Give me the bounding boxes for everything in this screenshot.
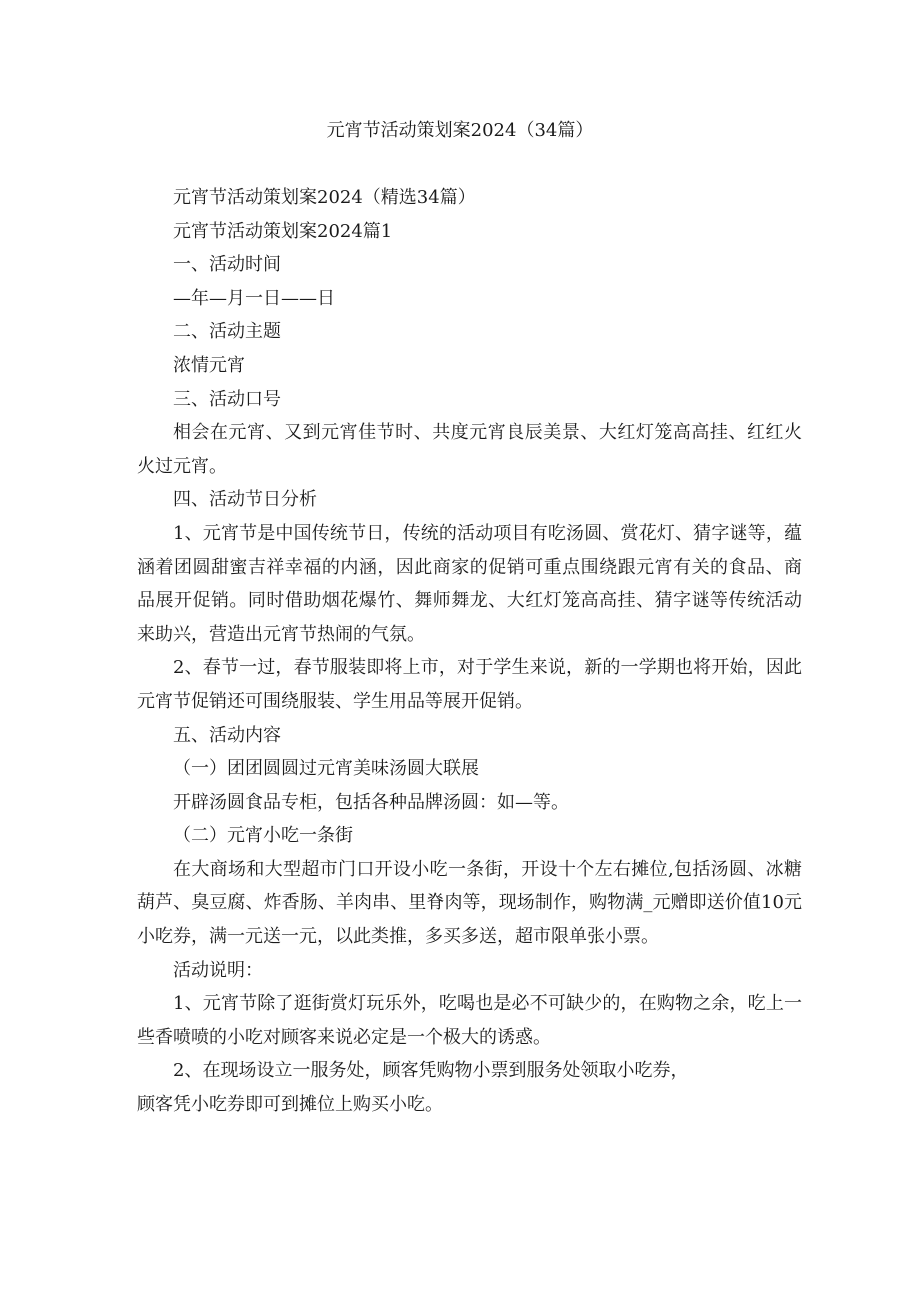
paragraph-notes-2: 2、在现场设立一服务处，顾客凭购物小票到服务处领取小吃券， <box>173 1060 689 1082</box>
heading-activity-notes: 活动说明： <box>173 959 263 981</box>
paragraph-notes-2-continued: 顾客凭小吃券即可到摊位上购买小吃。 <box>137 1094 443 1116</box>
heading-activity-time: 一、活动时间 <box>173 254 281 276</box>
paragraph-activity-slogan: 相会在元宵、又到元宵佳节时、共度元宵良辰美景、大红灯笼高高挂、红红火火过元宵。 <box>137 422 802 477</box>
paragraph-analysis-2: 2、春节一过，春节服装即将上市，对于学生来说，新的一学期也将开始，因此元宵节促销还可围绕服装、学生用品等展开促销。 <box>137 657 802 712</box>
paragraph-content-2: 在大商场和大型超市门口开设小吃一条街，开设十个左右摊位,包括汤圆、冰糖葫芦、臭豆腐、炸香肠、羊肉串、里脊肉等，现场制作，购物满_元赠即送价值10元小吃券，满一元送一元，以此类推，多买多送，超市限单张小票。 <box>137 858 802 948</box>
paragraph-activity-theme: 浓情元宵 <box>173 354 245 376</box>
heading-content-2: （二）元宵小吃一条街 <box>173 825 353 847</box>
heading-festival-analysis: 四、活动节日分析 <box>173 489 317 511</box>
paragraph-notes-1: 1、元宵节除了逛街赏灯玩乐外，吃喝也是必不可缺少的，在购物之余，吃上一些香喷喷的小吃对顾客来说必定是一个极大的诱惑。 <box>137 993 802 1048</box>
paragraph-analysis-1: 1、元宵节是中国传统节日，传统的活动项目有吃汤圆、赏花灯、猜字谜等，蕴涵着团圆甜蜜吉祥幸福的内涵，因此商家的促销可重点围绕跟元宵有关的食品、商品展开促销。同时借助烟花爆竹、舞师舞龙、大红灯笼高高挂、猜字谜等传统活动来助兴，营造出元宵节热闹的气氛。 <box>137 522 802 645</box>
heading-activity-theme: 二、活动主题 <box>173 321 281 343</box>
document-title: 元宵节活动策划案2024（34篇） <box>326 120 594 141</box>
heading-content-1: （一）团团圆圆过元宵美味汤圆大联展 <box>173 758 479 780</box>
paragraph-subtitle: 元宵节活动策划案2024（精选34篇） <box>173 187 476 208</box>
paragraph-section-heading: 元宵节活动策划案2024篇1 <box>173 220 393 242</box>
heading-activity-slogan: 三、活动口号 <box>173 388 281 410</box>
paragraph-content-1: 开辟汤圆食品专柜，包括各种品牌汤圆：如—等。 <box>173 791 569 813</box>
document-body <box>137 181 802 1122</box>
heading-activity-content: 五、活动内容 <box>173 724 281 746</box>
paragraph-activity-date: —年—月一日——日 <box>173 287 335 309</box>
